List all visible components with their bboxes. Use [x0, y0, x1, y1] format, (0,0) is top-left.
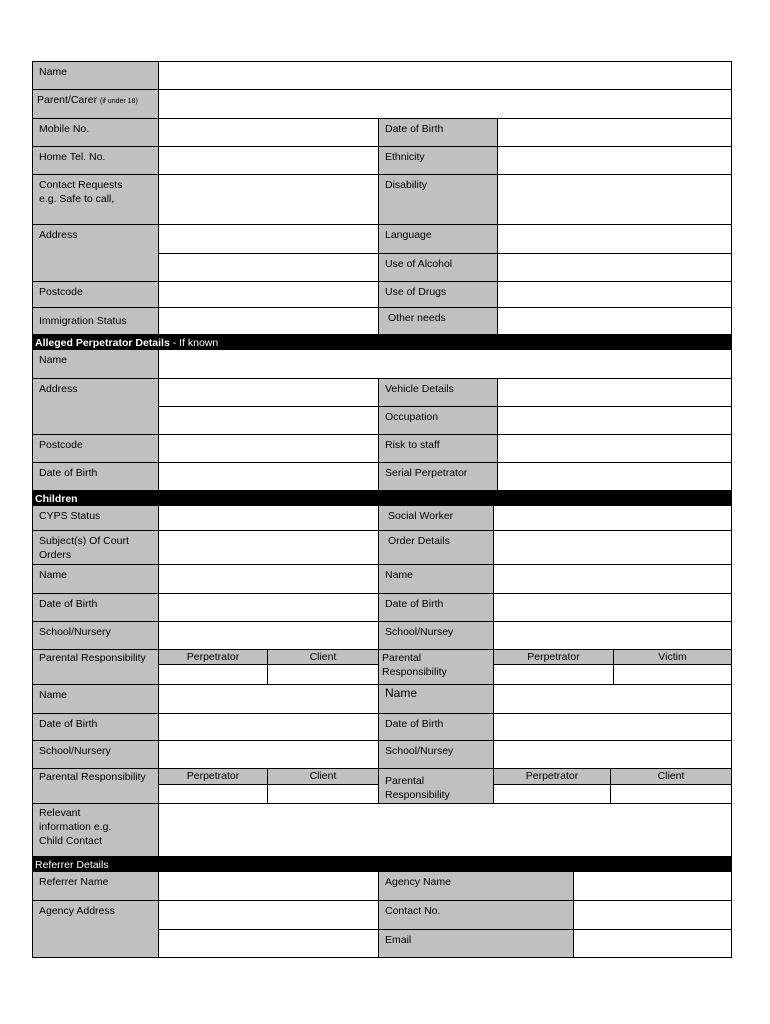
ethnicity-label: Ethnicity: [378, 146, 498, 175]
court-orders-label: Subject(s) Of Court Orders: [32, 530, 159, 565]
perp-dob-field[interactable]: [158, 462, 379, 491]
child1-school-label: School/Nursery: [32, 621, 159, 650]
child1-name-field[interactable]: [158, 564, 379, 594]
perp-name-label: Name: [32, 349, 159, 379]
contact-requests-field[interactable]: [158, 174, 379, 225]
child4-pr-client-field[interactable]: [610, 784, 732, 804]
child2-school-label: School/Nursey: [378, 621, 494, 650]
child2-dob-field[interactable]: [493, 593, 732, 622]
referrer-name-label: Referrer Name: [32, 871, 159, 901]
disability-label: Disability: [378, 174, 498, 225]
child2-name-label: Name: [378, 564, 494, 594]
child1-pr-perp-header: Perpetrator: [158, 649, 268, 665]
agency-address-field-line1[interactable]: [158, 900, 379, 930]
dob-field[interactable]: [497, 118, 732, 147]
child4-pr-client-header: Client: [610, 768, 732, 785]
mobile-field[interactable]: [158, 118, 379, 147]
child4-school-field[interactable]: [493, 740, 732, 769]
perp-postcode-label: Postcode: [32, 434, 159, 463]
cyps-field[interactable]: [158, 505, 379, 531]
serial-perp-field[interactable]: [497, 462, 732, 491]
child3-dob-field[interactable]: [158, 713, 379, 741]
child1-school-field[interactable]: [158, 621, 379, 650]
child4-name-field[interactable]: [493, 684, 732, 714]
child2-pr-victim-header: Victim: [613, 649, 732, 665]
child4-dob-field[interactable]: [493, 713, 732, 741]
email-label: Email: [378, 929, 574, 958]
child3-name-label: Name: [32, 684, 159, 714]
postcode-label: Postcode: [32, 281, 159, 308]
child1-dob-label: Date of Birth: [32, 593, 159, 622]
referrer-name-field[interactable]: [158, 871, 379, 901]
child2-pr-perp-header: Perpetrator: [493, 649, 614, 665]
language-field[interactable]: [497, 224, 732, 254]
language-label: Language: [378, 224, 498, 254]
child4-school-label: School/Nursey: [378, 740, 494, 769]
dob-label: Date of Birth: [378, 118, 498, 147]
perpetrator-header-bold: Alleged Perpetrator Details: [35, 337, 170, 349]
child2-name-field[interactable]: [493, 564, 732, 594]
occupation-field[interactable]: [497, 406, 732, 435]
contact-requests-label: Contact Requests e.g. Safe to call,: [32, 174, 159, 225]
relevant-info-label: Relevant information e.g. Child Contact: [32, 803, 159, 857]
child1-pr-client-header: Client: [267, 649, 379, 665]
perp-name-field[interactable]: [158, 349, 732, 379]
risk-label: Risk to staff: [378, 434, 498, 463]
child3-dob-label: Date of Birth: [32, 713, 159, 741]
contact-no-field[interactable]: [573, 900, 732, 930]
social-worker-label: Social Worker: [378, 505, 494, 531]
vehicle-field[interactable]: [497, 378, 732, 407]
contact-no-label: Contact No.: [378, 900, 574, 930]
child3-pr-perp-header: Perpetrator: [158, 768, 268, 785]
child3-pr-client-field[interactable]: [267, 784, 379, 804]
vehicle-label: Vehicle Details: [378, 378, 498, 407]
child2-pr-label: Parental Responsibility: [378, 649, 494, 685]
child1-name-label: Name: [32, 564, 159, 594]
child1-pr-label: Parental Responsibility: [32, 649, 159, 685]
court-orders-field[interactable]: [158, 530, 379, 565]
child4-pr-perp-field[interactable]: [493, 784, 611, 804]
risk-field[interactable]: [497, 434, 732, 463]
name-field[interactable]: [158, 61, 732, 90]
parent-carer-note: (if under 18): [100, 98, 138, 105]
child4-name-label: Name: [378, 684, 494, 714]
order-details-label: Order Details: [378, 530, 494, 565]
parent-carer-label: [32, 89, 159, 119]
agency-address-label: Agency Address: [32, 900, 159, 958]
perpetrator-section-header: [32, 335, 732, 350]
home-tel-label: Home Tel. No.: [32, 146, 159, 175]
other-needs-label: Other needs: [378, 307, 498, 335]
agency-name-label: Agency Name: [378, 871, 574, 901]
mobile-label: Mobile No.: [32, 118, 159, 147]
immigration-field[interactable]: [158, 307, 379, 335]
disability-field[interactable]: [497, 174, 732, 225]
child2-dob-label: Date of Birth: [378, 593, 494, 622]
other-needs-field[interactable]: [497, 307, 732, 335]
child3-name-field[interactable]: [158, 684, 379, 714]
child2-pr-perp-field[interactable]: [493, 664, 614, 685]
child2-pr-victim-field[interactable]: [613, 664, 732, 685]
relevant-info-field[interactable]: [158, 803, 732, 857]
alcohol-label: Use of Alcohol: [378, 253, 498, 282]
child4-pr-perp-header: Perpetrator: [493, 768, 611, 785]
occupation-label: Occupation: [378, 406, 498, 435]
child3-school-field[interactable]: [158, 740, 379, 769]
perpetrator-header-note: - If known: [169, 337, 219, 349]
cyps-label: CYPS Status: [32, 505, 159, 531]
postcode-field[interactable]: [158, 281, 379, 308]
perp-postcode-field[interactable]: [158, 434, 379, 463]
name-label: Name: [32, 61, 159, 90]
child1-pr-perp-field[interactable]: [158, 664, 268, 685]
agency-name-field[interactable]: [573, 871, 732, 901]
child2-school-field[interactable]: [493, 621, 732, 650]
immigration-label: Immigration Status: [32, 307, 159, 335]
address-field-line2[interactable]: [158, 253, 379, 282]
perp-address-label: Address: [32, 378, 159, 435]
child1-dob-field[interactable]: [158, 593, 379, 622]
perp-address-field-line1[interactable]: [158, 378, 379, 407]
child3-pr-perp-field[interactable]: [158, 784, 268, 804]
child3-school-label: School/Nursery: [32, 740, 159, 769]
child3-pr-label: Parental Responsibility: [32, 768, 159, 804]
child4-pr-label: Parental Responsibility: [378, 768, 494, 804]
children-section-header: Children: [32, 491, 732, 506]
agency-address-field-line2[interactable]: [158, 929, 379, 958]
ethnicity-field[interactable]: [497, 146, 732, 175]
child3-pr-client-header: Client: [267, 768, 379, 785]
parent-carer-field[interactable]: [158, 89, 732, 119]
drugs-field[interactable]: [497, 281, 732, 308]
drugs-label: Use of Drugs: [378, 281, 498, 308]
child4-dob-label: Date of Birth: [378, 713, 494, 741]
referrer-section-header: Referrer Details: [32, 857, 732, 872]
serial-perp-label: Serial Perpetrator: [378, 462, 498, 491]
parent-carer-text: Parent/Carer: [37, 94, 98, 106]
social-worker-field[interactable]: [493, 505, 732, 531]
address-label: Address: [32, 224, 159, 282]
address-field-line1[interactable]: [158, 224, 379, 254]
email-field[interactable]: [573, 929, 732, 958]
home-tel-field[interactable]: [158, 146, 379, 175]
perp-address-field-line2[interactable]: [158, 406, 379, 435]
child1-pr-client-field[interactable]: [267, 664, 379, 685]
alcohol-field[interactable]: [497, 253, 732, 282]
order-details-field[interactable]: [493, 530, 732, 565]
perp-dob-label: Date of Birth: [32, 462, 159, 491]
